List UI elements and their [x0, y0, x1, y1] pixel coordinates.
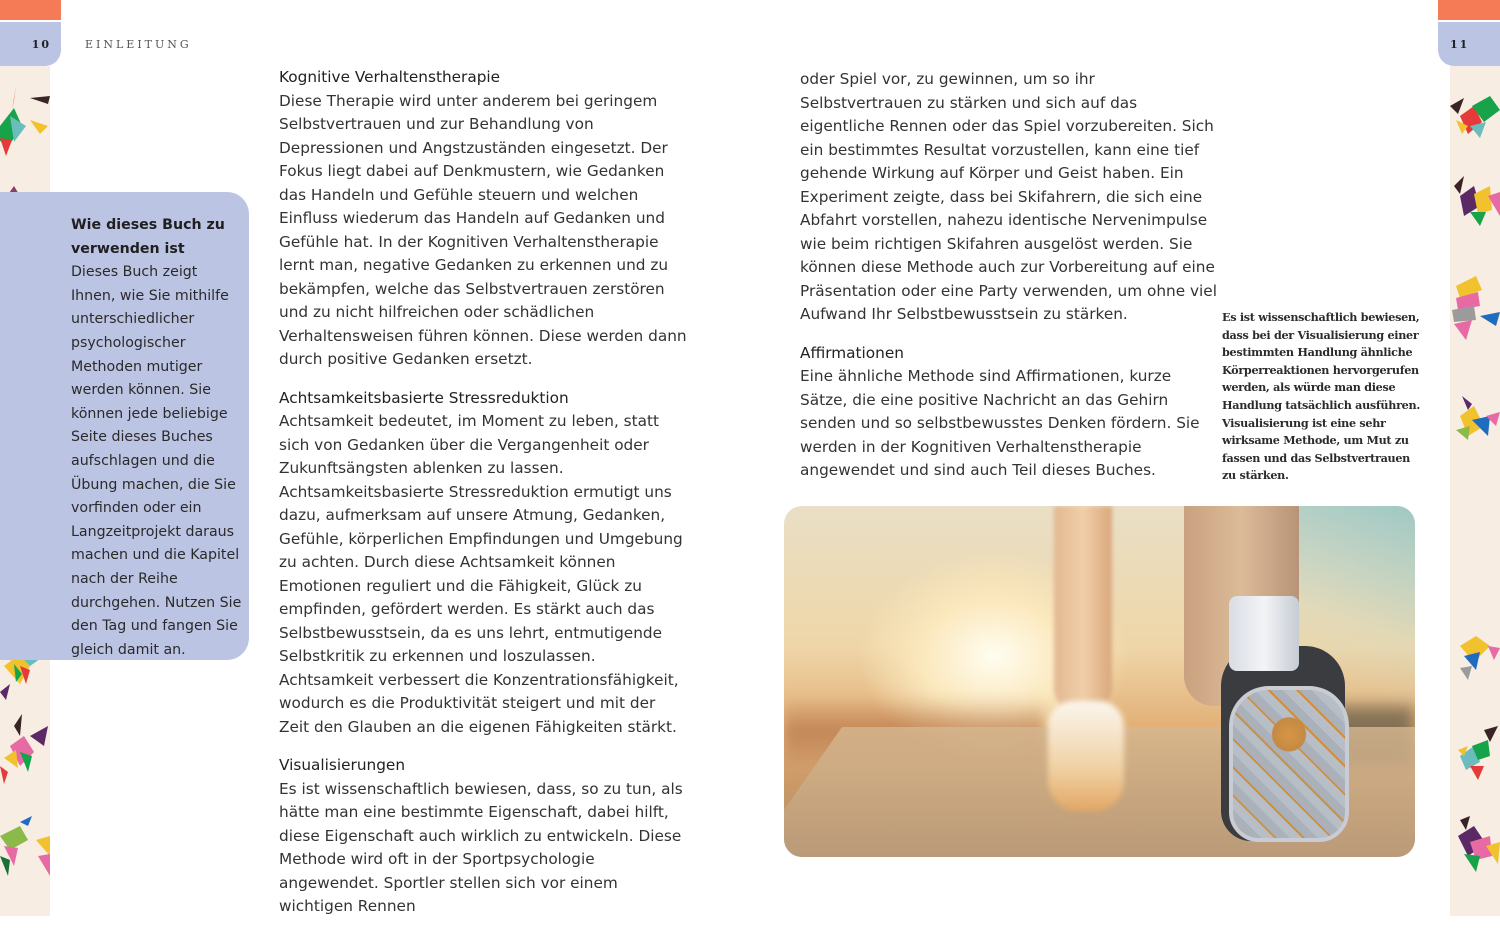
section-body-visualization: Es ist wissenschaftlich bewiesen, dass, so zu tun, als hätte man eine bestimmte Eigenschaft, dabei hilft, diese Eigenschaft auch wirklich zu entwickeln. Diese Methode wird oft in der Sportpsychologie angewendet. Sportler stellen sich vor einem wichtigen Rennen	[279, 779, 683, 915]
section-heading-visualization: Visualisierungen	[279, 756, 406, 774]
running-head: EINLEITUNG	[85, 38, 192, 51]
right-page-column	[800, 68, 1220, 498]
sidebar-title: Wie dieses Buch zu verwenden ist	[71, 217, 225, 257]
left-page-column	[279, 66, 689, 934]
sidebar-body: Dieses Buch zeigt Ihnen, wie Sie mithilfe unterschiedlicher psychologischer Methoden mutiger werden können. Sie können jede beliebige Seite dieses Buches aufschlagen und die Übung machen, die Sie vorfinden oder ein Langzeitprojekt daraus machen und die Kapitel nach der Reihe durchgehen. Nutzen Sie den Tag und fangen Sie gleich damit an.	[71, 264, 242, 658]
origami-birds-pattern-icon	[1450, 66, 1500, 916]
page-number-left: 10	[31, 38, 51, 51]
continuation-paragraph: oder Spiel vor, zu gewinnen, um so ihr Selbstvertrauen zu stärken und sich auf das eigentliche Rennen oder das Spiel vorzubereiten. Sich ein bestimmtes Resultat vorzustellen, kann eine tief gehende Wirkung auf Körper und Geist haben. Ein Experiment zeigte, dass bei Skifahrern, die sich eine Abfahrt vorstellen, nahezu identische Nervenimpulse wie beim richtigen Skifahren ausgelöst werden. Sie können diese Methode auch zur Vorbereitung auf eine Präsentation oder eine Party verwenden, um ohne viel Aufwand Ihr Selbstbewusstsein zu stärken.	[800, 70, 1217, 323]
decorative-bird-strip-right	[1450, 66, 1500, 916]
page-number-right: 11	[1450, 38, 1470, 51]
section-body-affirmations: Eine ähnliche Methode sind Affirmationen, kurze Sätze, die eine positive Nachricht an das Gehirn senden und so selbstbewusstes Denken fördern. Sie werden in der Kognitiven Verhaltenstherapie angewendet und sind auch Teil dieses Buches.	[800, 367, 1200, 479]
running-shoes-photo	[784, 506, 1415, 857]
orange-tab-right	[1438, 0, 1500, 20]
orange-tab-left	[0, 0, 61, 20]
section-body-cbt: Diese Therapie wird unter anderem bei geringem Selbstvertrauen und zur Behandlung von Depressionen und Angstzuständen eingesetzt. Der Fokus liegt dabei auf Denkmustern, wie Gedanken das Handeln und Gefühle steuern und welchen Einfluss wiederum das Handeln auf Gedanken und Gefühle hat. In der Kognitiven Verhaltenstherapie lernt man, negative Gedanken zu erkennen und zu bekämpfen, welche das Selbstvertrauen zerstören und zu nicht hilfreichen oder schädlichen Verhaltensweisen führen können. Diese werden dann durch positive Gedanken ersetzt.	[279, 91, 687, 368]
page-number-tab-left	[0, 22, 61, 66]
section-body-mbsr: Achtsamkeit bedeutet, im Moment zu leben, statt sich von Gedanken über die Vergangenheit oder Zukunftsängsten ablenken zu lassen. Achtsamkeitsbasierte Stressreduktion ermutigt uns dazu, aufmerksam auf unsere Atmung, Gedanken, Gefühle, körperlichen Empfindungen und Umgebung zu achten. Durch diese Achtsamkeit können Emotionen reguliert und die Fähigkeit, Glück zu empfinden, gefördert werden. Es stärkt auch das Selbstbewusstsein, da es uns lehrt, entmutigende Selbstkritik zu erkennen und loszulassen. Achtsamkeit verbessert die Konzentrationsfähigkeit, wodurch es die Produktivität steigert und mit der Zeit den Glauben an die eigenen Fähigkeiten stärkt.	[279, 412, 683, 736]
how-to-use-sidebar	[0, 192, 249, 660]
section-heading-mbsr: Achtsamkeitsbasierte Stressreduktion	[279, 388, 569, 407]
section-heading-affirmations: Affirmationen	[800, 343, 904, 362]
section-heading-cbt: Kognitive Verhaltenstherapie	[279, 68, 501, 86]
margin-note: Es ist wissenschaftlich bewiesen, dass bei der Visualisierung einer bestimmten Handlung ähnliche Körperreaktionen hervorgerufen werden, als würde man diese Handlung tatsächlich ausführen. Visualisierung ist eine sehr wirksame Methode, um Mut zu fassen und das Selbstvertrauen zu stärken.	[1222, 310, 1420, 483]
page-number-tab-right	[1438, 22, 1500, 66]
